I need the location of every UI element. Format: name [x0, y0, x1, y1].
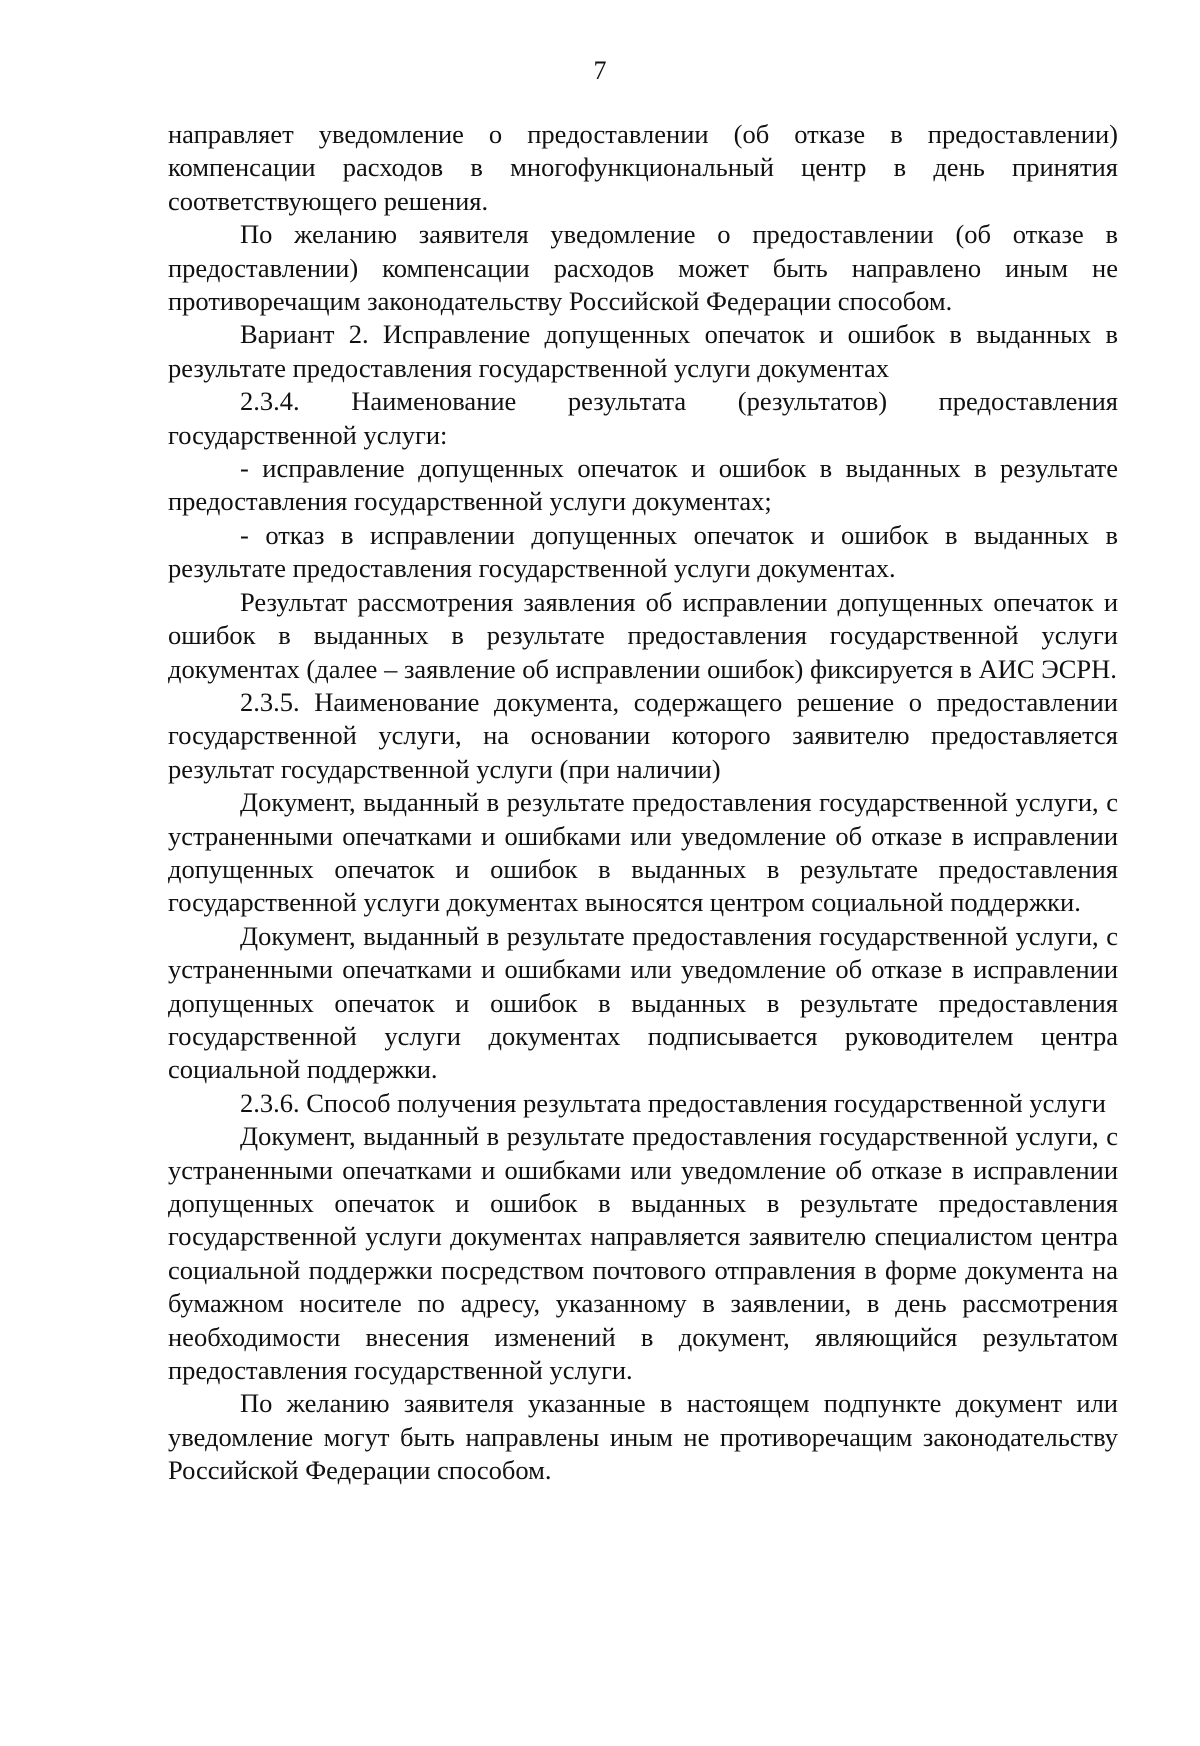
paragraph: Документ, выданный в результате предоставления государственной услуги, с устраненными опечатками и ошибками или уведомление об отказе в исправлении допущенных опечаток и ошибок в выданных в результате предоставления государственной услуги документах направляется заявителю специалистом центра социальной поддержки посредством почтового отправления в форме документа на бумажном носителе по адресу, указанному в заявлении, в день рассмотрения необходимости внесения изменений в документ, являющийся результатом предоставления государственной услуги.	[168, 1121, 1118, 1386]
list-item: - исправление допущенных опечаток и ошибок в выданных в результате предоставления государственной услуги документах;	[168, 453, 1118, 517]
paragraph: По желанию заявителя уведомление о предоставлении (об отказе в предоставлении) компенсации расходов может быть направлено иным не противоречащим законодательству Российской Федерации способом.	[168, 219, 1118, 317]
list-item: - отказ в исправлении допущенных опечаток и ошибок в выданных в результате предоставления государственной услуги документах.	[168, 519, 1118, 584]
subsection-heading: 2.3.4. Наименование результата (результатов) предоставления государственной услуги:	[168, 386, 1118, 450]
section-heading: Вариант 2. Исправление допущенных опечаток и ошибок в выданных в результате предоставления государственной услуги документах	[168, 319, 1118, 383]
paragraph: направляет уведомление о предоставлении (об отказе в предоставлении) компенсации расходов в многофункциональный центр в день принятия соответствующего решения.	[168, 119, 1118, 216]
paragraph: Документ, выданный в результате предоставления государственной услуги, с устраненными опечатками и ошибками или уведомление об отказе в исправлении допущенных опечаток и ошибок в выданных в результате предоставления государственной услуги документах подписывается руководителем центра социальной поддержки.	[168, 920, 1118, 1085]
subsection-heading: 2.3.6. Способ получения результата предоставления государственной услуги	[240, 1087, 1106, 1118]
paragraph: Результат рассмотрения заявления об исправлении допущенных опечаток и ошибок в выданных в результате предоставления государственной услуги документах (далее – заявление об исправлении ошибок) фиксируется в АИС ЭСРН.	[168, 586, 1118, 684]
paragraph: По желанию заявителя указанные в настоящем подпункте документ или уведомление могут быть направлены иным не противоречащим законодательству Российской Федерации способом.	[168, 1388, 1118, 1486]
subsection-heading: 2.3.5. Наименование документа, содержащего решение о предоставлении государственной услуги, на основании которого заявителю предоставляется результат государственной услуги (при наличии)	[168, 686, 1118, 784]
page-number: 7	[593, 56, 607, 85]
paragraph: Документ, выданный в результате предоставления государственной услуги, с устраненными опечатками и ошибками или уведомление об отказе в исправлении допущенных опечаток и ошибок в выданных в результате предоставления государственной услуги документах выносятся центром социальной поддержки.	[168, 787, 1118, 918]
document-body	[168, 118, 1118, 1488]
